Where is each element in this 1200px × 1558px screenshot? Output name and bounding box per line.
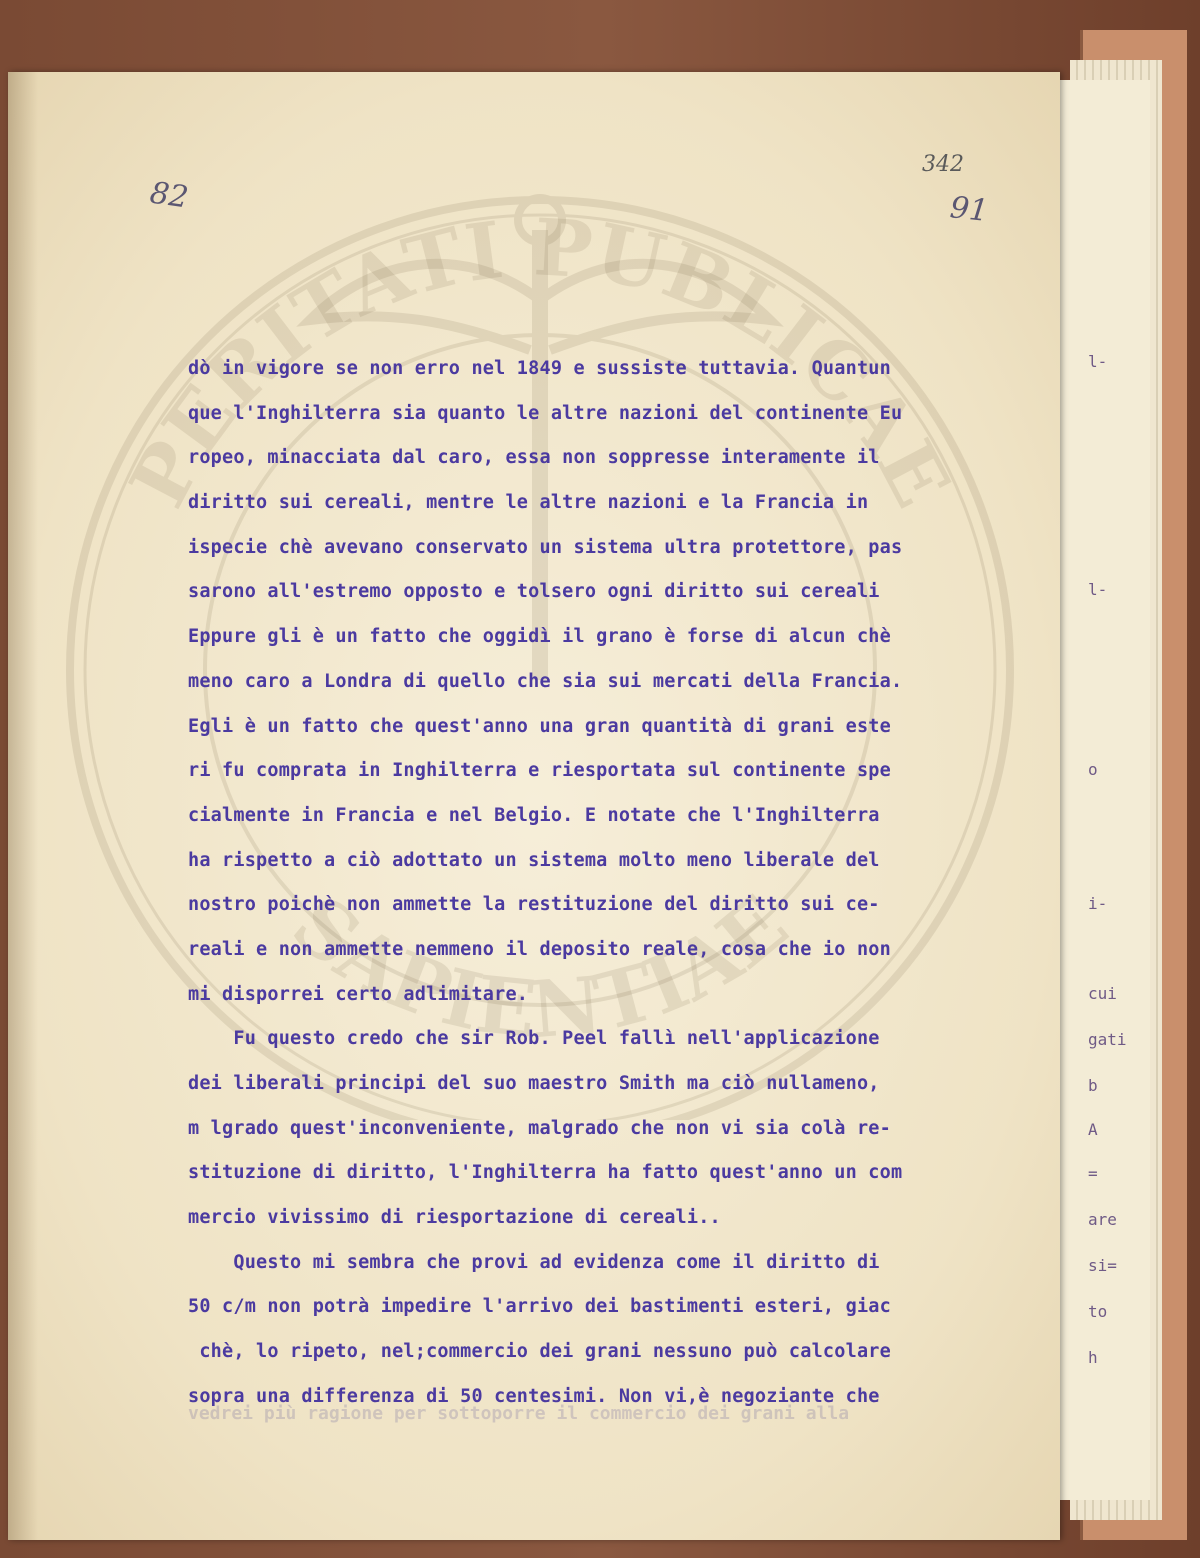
underlying-page-fragment: are [1088,1210,1117,1229]
text-line: sarono all'estremo opposto e tolsero ogni diritto sui cereali [188,581,880,603]
underlying-page-fragment: si= [1088,1256,1117,1275]
underlying-page-fragment: i- [1088,894,1108,913]
underlying-page-fragment: gati [1088,1030,1127,1049]
underlying-page-fragment: A [1088,1120,1098,1139]
bleed-through-text: vedrei più ragione per sottoporre il commercio dei grani alla [188,1403,850,1424]
seal-upper-text: PERITATI PUBLICAE [112,202,968,522]
text-line: dei liberali principi del suo maestro Smith ma ciò nullameno, [188,1073,880,1094]
text-line: Egli è un fatto che quest'anno una gran quantità di grani este [188,715,891,737]
text-line: Questo mi sembra che provi ad evidenza come il diritto di [188,1251,880,1273]
text-line: nostro poichè non ammette la restituzione del diritto sui ce- [188,894,880,916]
text-line: meno caro a Londra di quello che sia sui mercati della Francia. [188,670,903,692]
text-line: Fu questo credo che sir Rob. Peel fallì nell'applicazione [188,1028,880,1050]
text-line: que l'Inghilterra sia quanto le altre nazioni del continente Eu [188,402,903,424]
text-line: diritto sui cereali, mentre le altre nazioni e la Francia in [188,492,869,514]
text-line: ha rispetto a ciò adottato un sistema molto meno liberale del [188,849,880,871]
text-line: chè, lo ripeto, nel;commercio dei grani nessuno può calcolare [188,1341,891,1363]
underlying-page-fragment: b [1088,1076,1098,1095]
text-line: dò in vigore se non erro nel 1849 e sussiste tuttavia. Quantun [188,358,891,379]
text-line: mi disporrei certo adlimitare. [188,983,529,1005]
underlying-page-fragment: cui [1088,984,1117,1003]
text-line: stituzione di diritto, l'Inghilterra ha fatto quest'anno un com [188,1162,903,1184]
margin-page-number-right-bottom: 91 [948,190,990,229]
underlying-page-fragment: = [1088,1164,1098,1183]
text-line: reali e non ammette nemmeno il deposito reale, cosa che io non [188,938,891,960]
margin-page-number-right-top: 342 [922,152,964,177]
underlying-page-fragment: h [1088,1348,1098,1367]
text-line: m lgrado quest'inconveniente, malgrado che non vi sia colà re- [188,1117,891,1139]
text-line: mercio vivissimo di riesportazione di cereali.. [188,1207,721,1229]
text-line: cialmente in Francia e nel Belgio. E notate che l'Inghilterra [188,804,880,826]
typewritten-body [188,356,1018,1429]
seal-lower-text: SAPIENTIAE [275,878,805,1057]
underlying-page-fragment: l- [1088,352,1108,371]
text-line: ispecie chè avevano conservato un sistema ultra protettore, pas [188,536,903,558]
underlying-page-fragment: to [1088,1302,1108,1321]
underlying-page-fragment: l- [1088,580,1108,599]
text-line: 50 c/m non potrà impedire l'arrivo dei bastimenti esteri, giac [188,1296,891,1318]
text-line: sopra una differenza di 50 centesimi. Non vi,è negoziante che [188,1385,880,1407]
text-line: Eppure gli è un fatto che oggidì il grano è forse di alcun chè [188,626,891,648]
underlying-page-fragment: o [1088,760,1098,779]
text-line: ropeo, minacciata dal caro, essa non soppresse interamente il [188,447,880,469]
margin-page-number-left: 82 [147,175,191,216]
text-line: ri fu comprata in Inghilterra e riesportata sul continente spe [188,760,891,782]
